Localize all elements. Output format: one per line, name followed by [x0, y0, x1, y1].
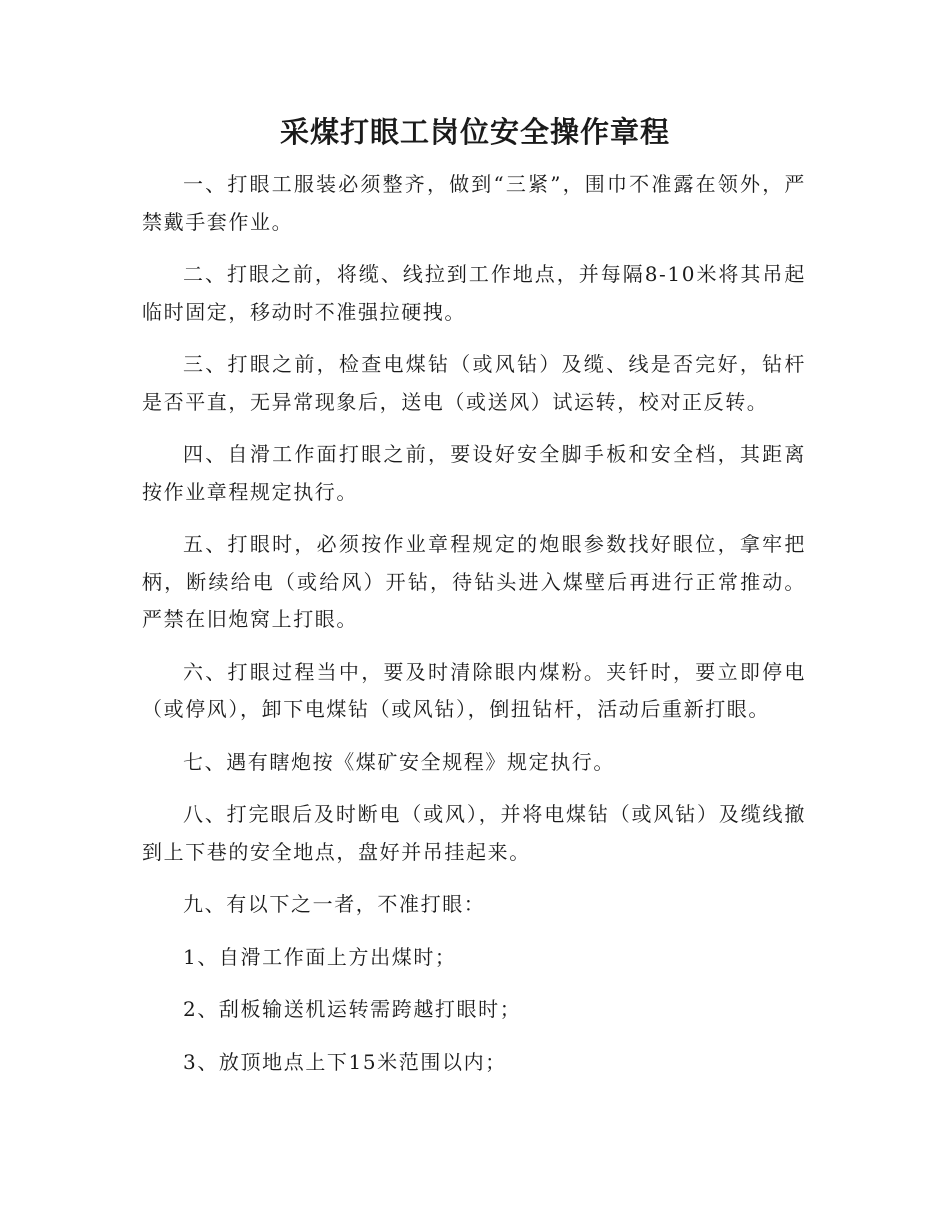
list-item-2: 2、刮板输送机运转需跨越打眼时； [183, 997, 522, 1021]
document-body [142, 166, 806, 1096]
paragraph-6: 六、打眼过程当中，要及时清除眼内煤粉。夹钎时，要立即停电（或停风），卸下电煤钻（或风钻），倒扭钻杆，活动后重新打眼。 [142, 659, 806, 721]
paragraph-4: 四、自滑工作面打眼之前，要设好安全脚手板和安全档，其距离按作业章程规定执行。 [142, 442, 806, 504]
paragraph-8: 八、打完眼后及时断电（或风），并将电煤钻（或风钻）及缆线撤到上下巷的安全地点，盘好并吊挂起来。 [142, 802, 806, 864]
paragraph-3: 三、打眼之前，检查电煤钻（或风钻）及缆、线是否完好，钻杆是否平直，无异常现象后，送电（或送风）试运转，校对正反转。 [142, 352, 806, 414]
paragraph-1: 一、打眼工服装必须整齐，做到“三紧”，围巾不准露在领外，严禁戴手套作业。 [142, 172, 806, 234]
paragraph-9: 九、有以下之一者，不准打眼： [183, 892, 486, 916]
paragraph-5: 五、打眼时，必须按作业章程规定的炮眼参数找好眼位，拿牢把柄，断续给电（或给风）开钻，待钻头进入煤壁后再进行正常推动。严禁在旧炮窝上打眼。 [142, 532, 806, 631]
list-item-3: 3、放顶地点上下15米范围以内； [183, 1049, 507, 1074]
paragraph-2: 二、打眼之前，将缆、线拉到工作地点，并每隔8-10米将其吊起临时固定，移动时不准强拉硬拽。 [142, 262, 806, 324]
document-title: 采煤打眼工岗位安全操作章程 [279, 115, 670, 149]
paragraph-7: 七、遇有瞎炮按《煤矿安全规程》规定执行。 [183, 749, 615, 774]
list-item-1: 1、自滑工作面上方出煤时； [183, 944, 457, 969]
